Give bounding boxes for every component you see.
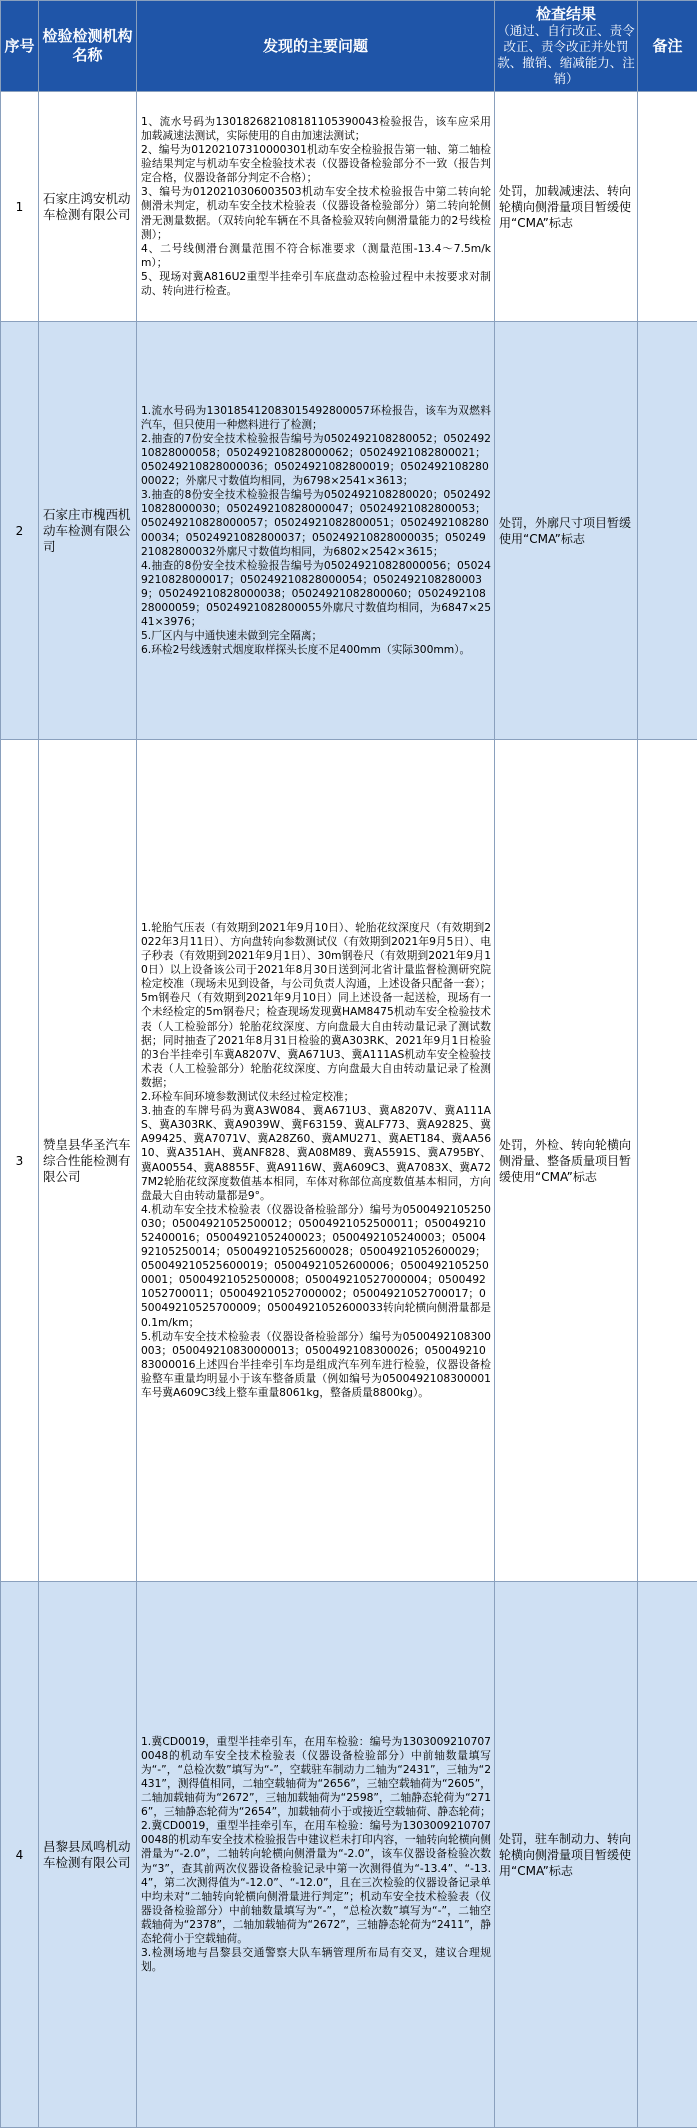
row-problems: 1.冀CD0019，重型半挂牵引车，在用车检验：编号为13030092107070048的机动车安全技术检验表（仪器设备检验部分）中前轴数量填写为“-”，“总检次数”填写为“-”，空载驻车制动力二轴为“2431”，三轴为“2431”，测得值相同，二轴空载轴荷为“2656”，三轴空载轴荷为“2605”，二轴加载轴荷为“2672”，三轴加载轴荷为“2598”，二轴静态轮荷为“2716”，三轴静态轮荷为“2654”，加载轴荷小于或接近空载轴荷、静态轮荷； 2.冀CD0019，重型半挂牵引车，在用车检验：编号为13030092107070048的机动车安全技术检验报告中建议栏未打印内容，一轴转向轮横向侧滑量为“-2.0”，二轴转向轮横向侧滑量为“-2.0”，该车仪器设备检验次数为“3”，查其前两次仪器设备检验记录中第一次测得值为“-13.4”、“-13.4”，第二次测得值为“-12.0”、“-12.0”，且在三次检验的仪器设备记录单中均未对“二轴转向轮横向侧滑量进行判定”；机动车安全技术检验表（仪器设备检验部分）中前轴数量填写为“-”，“总检次数”填写为“-”，二轴空载轴荷为“2378”，二轴加载轴荷为“2672”，三轴静态轮荷为“2411”，静态轮荷小于空载轴荷。 3.检测场地与昌黎县交通警察大队车辆管理所布局有交叉，建议合理规划。 — [137, 1582, 495, 2128]
header-note: 备注 — [638, 1, 697, 92]
row-org: 石家庄市槐西机动车检测有限公司 — [39, 322, 137, 740]
header-result-title: 检查结果 — [536, 5, 596, 23]
row-note — [638, 740, 697, 1582]
row-seq: 2 — [1, 322, 39, 740]
header-result-subtitle: （通过、自行改正、责令改正、责令改正并处罚款、撤销、缩减能力、注销） — [497, 23, 635, 87]
table-header-row — [1, 1, 697, 92]
header-result — [495, 1, 638, 92]
row-result: 处罚，加载减速法、转向轮横向侧滑量项目暂缓使用“CMA”标志 — [495, 92, 638, 322]
row-seq: 1 — [1, 92, 39, 322]
row-seq: 4 — [1, 1582, 39, 2128]
row-org: 赞皇县华圣汽车综合性能检测有限公司 — [39, 740, 137, 1582]
row-result: 处罚，外廓尺寸项目暂缓使用“CMA”标志 — [495, 322, 638, 740]
row-problems: 1.流水号码为130185412083015492800057环检报告，该车为双燃料汽车，但只使用一种燃料进行了检测； 2.抽查的7份安全技术检验报告编号为0502492108280052；050249210828000058；050249210828000062；05024921082800021；050249210828000036；05024921082800019；050249210828000022；外廓尺寸数值均相同，为6798×2541×3613； 3.抽查的8份安全技术检验报告编号为0502492108280020；050249210828000030；050249210828000047；05024921082800053；050249210828000057；05024921082800051；050249210828000034；05024921082800037；050249210828000035；05024921082800032外廓尺寸数值均相同，为6802×2542×3615； 4.抽查的8份安全技术检验报告编号为050249210828000056；050249210828000017；050249210828000054；05024921082800039；050249210828000038；05024921082800060；050249210828000059；05024921082800055外廓尺寸数值均相同，为6847×2541×3976； 5.厂区内与中通快速未做到完全隔离； 6.环检2号线透射式烟度取样探头长度不足400mm（实际300mm）。 — [137, 322, 495, 740]
header-org: 检验检测机构名称 — [39, 1, 137, 92]
table-row — [1, 740, 697, 1582]
row-result: 处罚，驻车制动力、转向轮横向侧滑量项目暂缓使用“CMA”标志 — [495, 1582, 638, 2128]
header-problems: 发现的主要问题 — [137, 1, 495, 92]
row-note — [638, 1582, 697, 2128]
row-org: 昌黎县凤鸣机动车检测有限公司 — [39, 1582, 137, 2128]
table-row — [1, 92, 697, 322]
table-row — [1, 1582, 697, 2128]
row-problems: 1、流水号码为130182682108181105390043检验报告，该车应采用加载减速法测试，实际使用的自由加速法测试； 2、编号为01202107310000301机动车安全检验报告第一轴、第二轴检验结果判定与机动车安全检验技术表（仪器设备检验部分不一致（报告判定合格，仪器设备部分判定不合格）； 3、编号为0120210306003503机动车安全技术检验报告中第二转向轮侧滑未判定，机动车安全技术检验表（仪器设备检验部分）第二转向轮侧滑无测量数据。（双转向轮车辆在不具备检验双转向侧滑量能力的2号线检测）； 4、二号线侧滑台测量范围不符合标准要求（测量范围-13.4～7.5m/km）； 5、现场对冀A816U2重型半挂牵引车底盘动态检验过程中未按要求对制动、转向进行检查。 — [137, 92, 495, 322]
header-seq: 序号 — [1, 1, 39, 92]
row-org: 石家庄鸿安机动车检测有限公司 — [39, 92, 137, 322]
row-note — [638, 92, 697, 322]
row-problems: 1.轮胎气压表（有效期到2021年9月10日）、轮胎花纹深度尺（有效期到2022年3月11日）、方向盘转向参数测试仪（有效期到2021年9月5日）、电子秒表（有效期到2021年9月1日）、30m钢卷尺（有效期到2021年9月10日）以上设备该公司于2021年8月30日送到河北省计量监督检测研究院检定校准（现场未见到设备，与公司负责人沟通，上述设备只配备一套）；5m钢卷尺（有效期到2021年9月10日）同上述设备一起送检，现场有一个未经检定的5m钢卷尺；检查现场发现冀HAM8475机动车安全检验技术表（人工检验部分）轮胎花纹深度、方向盘最大自由转动量记录了测试数据；同时抽查了2021年8月31日检验的冀A303RK、2021年9月1日检验的3台半挂牵引车冀A8207V、冀A671U3、冀A111AS机动车安全检验技术表（人工检验部分）轮胎花纹深度、方向盘最大自由转动量记录了检测数据； 2.环检车间环境参数测试仪未经过检定校准； 3.抽查的车牌号码为冀A3W084、冀A671U3、冀A8207V、冀A111AS、冀A303RK、冀A9039W、冀F63159、冀ALF773、冀A92825、冀A99425、冀A7071V、冀A28Z60、冀AMU271、冀AET184、冀AA5610、冀A351AH、冀ANF828、冀A08M89、冀A5591S、冀A795BY、冀A00554、冀A8855F、冀A9116W、冀A609C3、冀A7083X、冀A727M2轮胎花纹深度数值基本相同，车体对称部位高度数值基本相同，方向盘最大自由转动量都是9°。 4.机动车安全技术检验表（仪器设备检验部分）编号为0500492105250030；05004921052500012；05004921052500011；05004921052400016；05004921052400023；0500492105240003；0500492105250014；050049210525600028；05004921052600029；050049210525600019；05004921052600006；05004921052500001；05004921052500008；050049210527000004；05004921052700011；050049210527000002；05004921052700017；050049210525700009；05004921052600033转向轮横向侧滑量都是0.1m/km； 5.机动车安全技术检验表（仪器设备检验部分）编号为0500492108300003；050049210830000013；0500492108300026；05004921083000016上述四台半挂牵引车均是组成汽车列车进行检验，仪器设备检验整车重量均明显小于该车整备质量（例如编号为0500492108300001车号冀A609C3线上整车重量8061kg，整备质量8800kg）。 — [137, 740, 495, 1582]
table-row — [1, 322, 697, 740]
row-seq: 3 — [1, 740, 39, 1582]
row-result: 处罚，外检、转向轮横向侧滑量、整备质量项目暂缓使用“CMA”标志 — [495, 740, 638, 1582]
row-note — [638, 322, 697, 740]
